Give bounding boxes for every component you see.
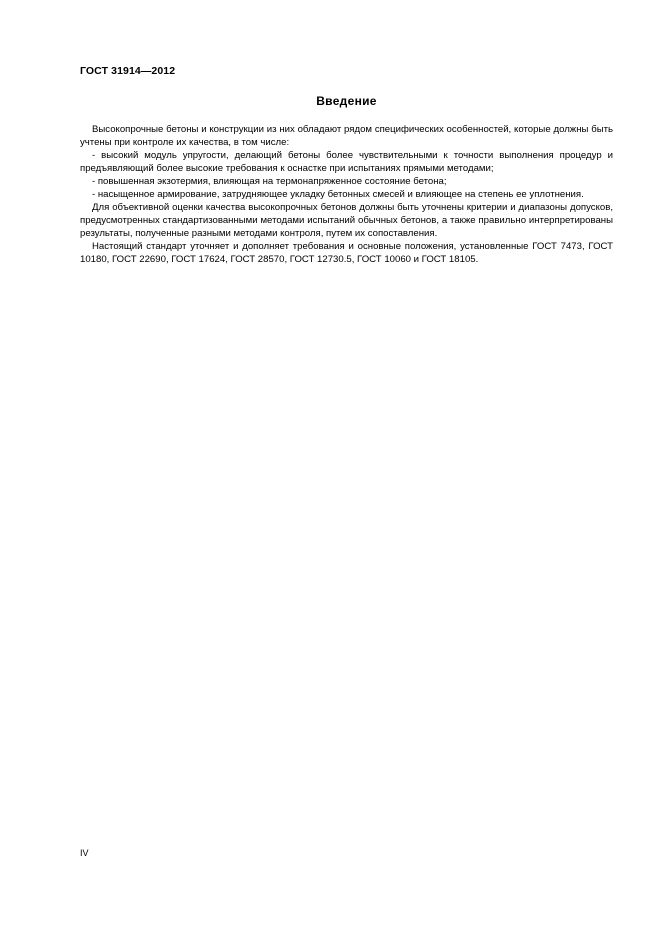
paragraph: Для объективной оценки качества высокопрочных бетонов должны быть уточнены критерии и диапазоны допусков, предусмотренных стандартизованными методами испытаний обычных бетонов, а также правильно интерпретированы результаты, полученные разными методами контроля, путем их сопоставления. [80,202,613,239]
paragraph: Высокопрочные бетоны и конструкции из них обладают рядом специфических особенностей, которые должны быть учтены при контроле их качества, в том числе: [80,124,613,148]
paragraph: Настоящий стандарт уточняет и дополняет требования и основные положения, установленные ГОСТ 7473, ГОСТ 10180, ГОСТ 22690, ГОСТ 17624, ГОСТ 28570, ГОСТ 12730.5, ГОСТ 10060 и ГОСТ 18105. [80,241,613,265]
list-item: - высокий модуль упругости, делающий бетоны более чувствительными к точности выполнения процедур и предъявляющий более высокие требования к оснастке при испытаниях прямыми методами; [80,150,613,174]
list-item: - насыщенное армирование, затрудняющее укладку бетонных смесей и влияющее на степень ее уплотнения. [92,189,584,200]
page-number: IV [80,848,89,858]
body-text [80,123,613,266]
document-code: ГОСТ 31914—2012 [80,65,176,77]
list-item: - повышенная экзотермия, влияющая на термонапряженное состояние бетона; [92,176,447,187]
section-title: Введение [316,94,377,108]
